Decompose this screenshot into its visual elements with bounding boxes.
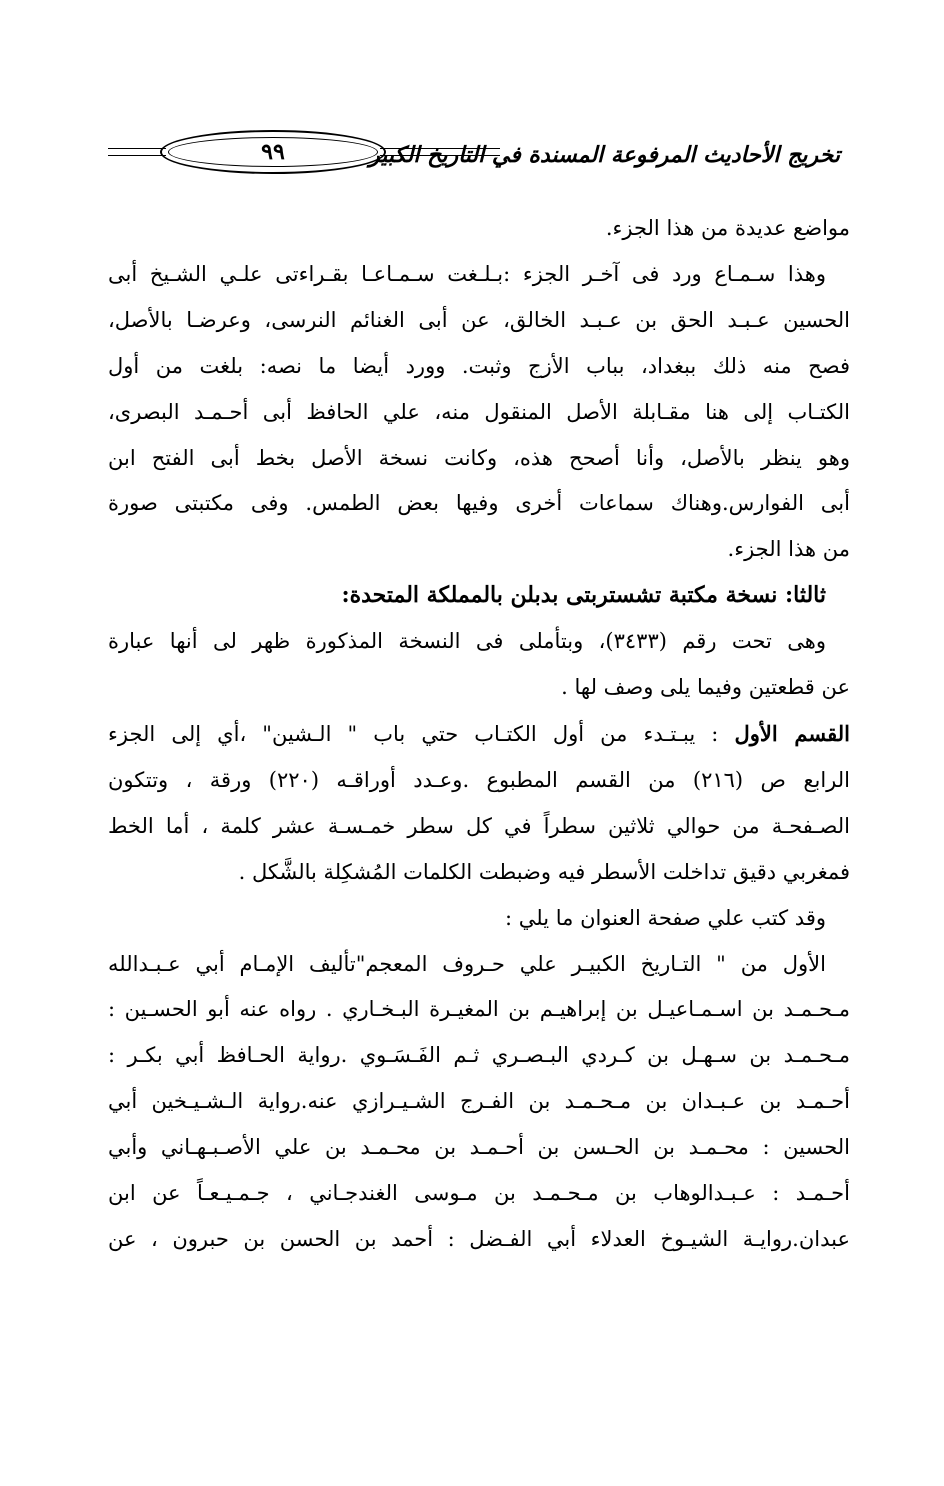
text-line: أحـمـد : عـبـدالوهاب بن مـحـمـد بن مـوسى الغندجـاني ، جـمـيـعـاً عن ابن <box>108 1181 850 1206</box>
text-line: من هذا الجزء. <box>727 537 850 562</box>
header-rule-left-bottom <box>108 155 166 156</box>
page-number: ٩٩ <box>261 139 285 165</box>
text-line: الكتـاب إلى هنا مقـابلة الأصل المنقول منه، علي الحافظ أبى أحـمـد البصرى، <box>108 399 850 424</box>
text-line: الأول من " التـاريخ الكبيـر علي حـروف المعجم"تأليف الإمـام أبي عـبـدالله <box>108 951 826 976</box>
text-line: عبدان.روايـة الشيـوخ العدلاء أبي الفـضل : أحمد بن الحسن بن حبرون ، عن <box>108 1226 850 1251</box>
section-heading: ثالثا: نسخة مكتبة تشستربتى بدبلن بالمملكة المتحدة: <box>341 582 826 609</box>
text-line: وهذا سـمـاع ورد فى آخـر الجزء :بـلـغت سـمـاعـا بقـراءتى علـي الشـيخ أبى <box>108 261 826 286</box>
text-line: الرابع ص (٢١٦) من القسم المطبوع .وعـدد أوراقـه (٢٢٠) ورقة ، وتتكون <box>108 767 851 792</box>
text-span: : يبـتـدء من أول الكتـاب حتي باب " الـشين" ،أي إلى الجزء <box>108 721 719 746</box>
text-line: وهو ينظر بالأصل، وأنا أصحح هذه، وكانت نسخة الأصل بخط أبى الفتح ابن <box>108 445 850 470</box>
text-line: أحـمـد بن عـبـدان بن مـحـمـد بن الفـرج الشـيـرازي عنه.رواية الـشـيـخين أبي <box>108 1089 850 1114</box>
text-line: الحسين : محـمـد بن الحـسن بن أحـمـد بن محـمـد بن علي الأصـبـهـاني وأبي <box>108 1135 850 1160</box>
running-header <box>108 128 840 190</box>
text-line: الصـفحـة من حوالي ثلاثين سطراً في كل سطر خمـسـة عشر كلمة ، أما الخط <box>108 813 850 838</box>
text-line: وقد كتب علي صفحة العنوان ما يلي : <box>505 905 826 930</box>
text-line: الحسين عـبـد الحق بن عـبـد الخالق، عن أبى الغنائم النرسى، وعرضـا بالأصل، <box>108 307 850 332</box>
text-line: مـحـمـد بن اسـمـاعيـل بن إبراهيـم بن المغيـرة البـخـاري . رواه عنه أبو الحسـين : <box>108 997 850 1022</box>
text-line <box>108 711 850 758</box>
text-line: أبى الفوارس.وهناك سماعات أخرى وفيها بعض الطمس. وفى مكتبتى صورة <box>108 491 850 516</box>
text-line: وهى تحت رقم (٣٤٣٣)، وبتأملى فى النسخة المذكورة ظهر لى أنها عبارة <box>108 629 826 654</box>
subsection-lead: القسم الأول <box>734 720 850 746</box>
text-line: فمغربي دقيق تداخلت الأسطر فيه وضبطت الكلمات المُشكِلة بالشَّكل . <box>238 859 850 884</box>
header-rule-left-top <box>108 148 166 149</box>
page-number-badge <box>160 130 386 174</box>
text-line: عن قطعتين وفيما يلى وصف لها . <box>561 675 850 700</box>
text-line: مواضع عديدة من هذا الجزء. <box>605 216 850 240</box>
text-line: مـحـمـد بن سـهـل بن كـردي البـصـري ثـم الفَـسَـوي .رواية الحـافظ أبي بكـر : <box>108 1043 850 1068</box>
text-line: فصح منه ذلك ببغداد، بباب الأزج وثبت. وورد أيضا ما نصه: بلغت من أول <box>108 353 850 378</box>
running-title: تخريج الأحاديث المرفوعة المسندة في التاريخ الكبير <box>369 142 840 168</box>
page-body <box>108 206 850 1263</box>
